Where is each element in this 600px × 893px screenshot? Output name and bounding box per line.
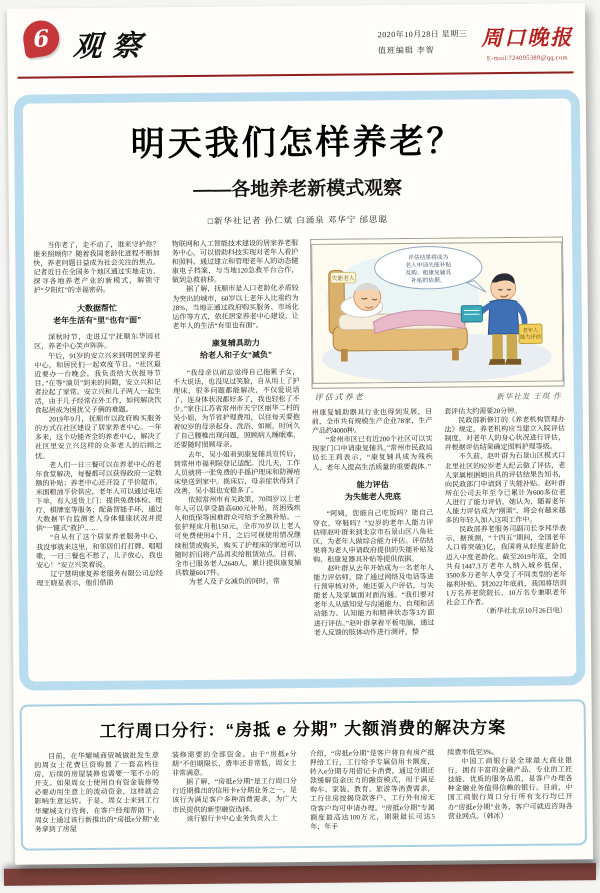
cartoon-caption-title: 评估式养老	[314, 392, 365, 403]
wire-credit: （新华社北京10月26日电）	[482, 606, 567, 616]
paragraph: 据了解，抚顺市是人口老龄化矛盾较为突出的城市，60岁以上老年人比重约为28%，当地正通过政府购买服务、市场化运作等方式，依托居家养老中心建设，让老年人的生活“有里也有面”。	[172, 284, 299, 331]
paragraph: 为老人及子女减负的同时，常	[188, 577, 280, 586]
cartoon-bubble-line4: 补贴的依据。	[411, 277, 446, 285]
column-subhead: 大数据帮忙 老年生活有“里”也有“面”	[53, 303, 142, 326]
cartoon-tag-line2: 能力评估	[519, 334, 542, 341]
cartoon-caption-credit: 新华社发 王琪 作	[496, 391, 562, 401]
bank-column-1	[34, 751, 160, 848]
paragraph: 目前，在华耀城商贸城做批发生意的周女士花费巨资购置了一套高档住房，后续的房屋装修也需要一笔不小的开支。如果周女士使用自有资金装修势必要动用生意上的流动资金，这样就会影响生意运转。于是，周女士来到工行华耀城支行咨询，在客户经理帮助下，周女士通过该行新推出的“房抵e分期”业务拿到了房屋	[34, 751, 160, 834]
cartoon-bubble-line2: 老人申请失能补贴	[405, 262, 452, 269]
bank-article-body	[34, 747, 573, 848]
bank-column-3	[310, 749, 436, 846]
main-article-body	[33, 236, 567, 679]
column-subhead: 康复辅具助力 给老人和子女“减负”	[199, 338, 273, 361]
column-subhead: 能力评估 为失能老人兜底	[344, 479, 401, 502]
paragraph: 续费率低至3%。	[447, 748, 499, 757]
issue-date: 2020年10月28日 星期三	[377, 29, 468, 40]
article-column-2	[172, 239, 303, 678]
paragraph: 中国工商银行是全球最大商业银行，拥有丰富的金融产品、专业的工匠技能、优质的服务品质，是客户办理各种金融业务值得信赖的银行。目前，中国工商银行周口分行所有支行均已开办“房抵e分期”业务，客户可就近咨询各营业网点。（韩冰）	[447, 756, 573, 821]
paragraph: 州康复辅助器具行业也得到发展，目前，全市共有规模生产企业78家，生产产品约4000种。	[311, 407, 433, 436]
main-article-frame	[14, 89, 586, 690]
paragraph: 2019年9月，抚顺市以政府购买服务的方式在社区建设了居家养老中心。一年多来，这个功能齐全的养老中心，解决了社区里安立兴这样的众多老人的后顾之忧。	[34, 414, 162, 461]
paragraph: 午后，91岁的安立兴来到明居家养老中心，和居民们一起欢度节日。“社区最近要办一台晚会，我负责给大伙报导节目。”在等“演员”到来的间隙，安立兴和记者拉起了家常。安立兴和儿子两人一起生活，由于儿子经常在外工作，如何解决饮食起居成为困扰父子俩的难题。	[34, 350, 162, 415]
paragraph: “自从有了这个居家养老服务中心，我没事就来这里，和邻居们打打牌、唱唱歌，一日三餐也不愁了，儿子放心，我也安心！”安立兴笑着说。	[36, 532, 163, 570]
page-bottom-edge	[4, 863, 596, 886]
cartoon-bubble-line3: 及购、租康复辅具	[405, 270, 452, 277]
cartoon-bubble-line1: 评估结果将成为	[408, 254, 449, 262]
editorial-cartoon	[310, 236, 564, 388]
newspaper-page	[7, 3, 593, 865]
article-column-3	[312, 408, 435, 677]
article-column-4	[444, 406, 567, 675]
paragraph: “阿姨，您能自己吃饭吗？能自己穿衣、穿鞋吗？”32岁的老年人能力评估师赵叶群来到北京市石景山区八角社区，为老年人做综合能力评估。评估结果将为老人申请政府提供的失能补贴及购、租康复器具补贴等提供依据。	[312, 509, 434, 564]
main-headline-block	[32, 112, 563, 228]
cartoon-tag-line1: 老年人	[522, 327, 539, 334]
paragraph: 不久前，赵叶群为石景山区模式口北里社区的92岁老人纪云做了评估，老人家属根据她出具的评估结果告知书，向民政部门申请到了失能补贴。赵叶群所在公司去年至今已累计为600多位老人进行了能力评估，她认为，随着老年人能力评估成为“刚需”，将会有越来越多的年轻人加入这项工作中。	[444, 451, 566, 525]
duty-editor: 值班编辑 李智	[377, 45, 435, 56]
bank-article-box	[20, 699, 587, 850]
paragraph: 当你老了，走不动了，谁来守护你？谁来照顾你？随着我国老龄化进程不断加快，养老问题日益成为社会关注的焦点。记者近日在全国多个地区通过实地走访，探寻各地养老产业的新模式，解锁守护“夕阳红”的幸福密码。	[33, 240, 161, 296]
paper-email: E-mail:724095389@qq.com	[486, 54, 568, 63]
paper-logo: 周口晚报	[481, 25, 574, 51]
paragraph: 装修需要的全部资金。由于“房抵e分期”不但期限长，费率还非常低，周女士非常满意。	[171, 750, 297, 778]
bank-article-title: 工行周口分行：“房抵 e 分期” 大额消费的解决方案	[99, 718, 507, 741]
paragraph: 依照常州市有关政策，70周岁以上老年人可以享受最高600元补贴，贫困残疾人和低保等困难群众可给予全额补贴。一张护理床月租150元，全市70岁以上老人可免费使用4个月，之后可视使用情况继续租赁或购买，购买了护理床的家庭可以随时折旧将产品再卖给租赁站点。目前，全市已服务老人2640人，累计提供康复辅具数量6017件。	[174, 495, 302, 577]
paragraph: 深秋时节，走进辽宁抚顺东华园社区，养老中心笑声阵阵。	[34, 332, 161, 351]
main-subtitle: ——各地养老新模式观察	[193, 178, 403, 202]
article-right-area	[310, 236, 567, 676]
paragraph: 物联网和人工智能技术建设的居家养老服务中心，可以借助科技实现对老年人看护和照料，通过建立和管理老年人的动态健康电子档案，与当地120急救平台合作，做到急救前移。	[171, 239, 299, 285]
main-title: 明天我们怎样养老？	[130, 122, 464, 164]
paragraph: 据了解，“房抵e分期”是工行周口分行近期推出的信用卡e分期业务之一，是该行为满足客户多种消费需求，为广大市民提供的新型融资选择。	[172, 777, 298, 814]
paragraph: 辽宁慧明康复养老服务有限公司总经理王晓星表示，他们借助	[36, 569, 163, 588]
cartoon-captions	[312, 388, 565, 405]
page-number: 6	[32, 24, 51, 53]
paragraph: 套评估大约需要20分钟。	[444, 406, 522, 416]
below-cartoon-columns	[312, 406, 568, 676]
article-column-4-text	[444, 406, 566, 607]
date-block	[378, 28, 468, 56]
paragraph: 民政部新修订的《养老机构管理办法》规定，养老机构应当建立入院评估制度，对老年人的身心状况进行评估，并根据评估结果确定照料护理等级。	[444, 415, 566, 452]
section-title: 观察	[72, 30, 153, 64]
paragraph: 民政部养老服务司副司长李邦华表示，据预测，“十四五”期间，全国老年人口将突破3亿，我国将从轻度老龄化迈入中度老龄化。截至2019年底，全国共有1447.3万老年人纳入城乡低保，3500多万老年人享受了不同类型的老年福利补贴。到2022年底前，我国将培训1万名养老院院长、10万名专兼职老年社会工作者。	[445, 524, 567, 607]
paper-logo-block	[481, 21, 573, 62]
page-number-badge	[21, 18, 62, 59]
paragraph: 该行银行卡中心业务负责人士	[186, 813, 278, 823]
cartoon-bed-label: 失能老人	[331, 275, 355, 283]
paragraph: 介绍，“房抵e分期”是客户将自有房产抵押给工行，工行给予专属信用卡额度，转入e分期专用借记卡消费，通过分期还款缓解资金压力的融资模式，用于满足购车、家装、教育、旅游等消费需求，工行住房按揭贷款客户、工行外有房无贷客户均可申请办理。“房抵e分期”专属额度最高达100万元，期限最长可达5年，年手	[309, 748, 435, 831]
paragraph: “常州市区已有近200个社区可以实现家门口申请康复辅具。”常州市民政局局长王莉表示，“康复辅具成为残疾人、老年人提高生活质量的重要载体。”	[312, 435, 433, 472]
byline: □新华社记者 孙仁斌 白涌泉 邓华宁 邰思聪	[207, 214, 389, 226]
bank-column-2	[172, 750, 298, 847]
article-column-1	[33, 240, 164, 679]
cartoon-drawing	[311, 237, 563, 387]
masthead	[17, 13, 574, 78]
paragraph: 赵叶群从去年开始成为一名老年人能力评估师，除了通过网络及电话等进行预审核对外，她还要入户评估，与失能老人及家属面对面沟通。“我们要对老年人从感知觉与沟通能力、自理和活动能力、认知能力和精神状态等3方面进行评估。”赵叶群拿着平板电脑，通过老人反馈的肢体动作进行测评，整	[313, 563, 435, 637]
masthead-right	[378, 21, 574, 63]
paragraph: 去年，吴小姐看到康复辅具宣传后，到常州市福利院登记适配。没几天，工作人员就将一张免费的手摇护理床和防褥疮床垫送到家中。换床后，母亲症状得到了改善，吴小姐也安稳多了。	[173, 449, 301, 496]
bank-column-4	[447, 747, 573, 844]
paragraph: 老人们一日三餐可以在养老中心的老年食堂解决，每餐都可以获得政府一定数额的补贴；养老中心还开设了平价超市，米面粮油平价供应，老年人可以通过电话下单，有人送货上门；提供免费体检、理疗、棋牌室等服务；配备智能手环，通过大数据平台监测老人身体健康状况并提供“一键式”救护……	[35, 459, 163, 533]
paragraph: “我母亲以前总觉得自己拖累子女，不大说话，也没见过笑脸，自从用上了护理床，很多问题都能解决，不仅爱说话了，连身体状况都好多了，我也轻松了不少。”家住江苏省常州市天宁区丽华二村的吴小姐，为节省护理费用，以往每天要抱着92岁的母亲起身、洗浴、如厕，时间久了自己腰椎出现问题，照顾病人睡眠难，还要随时照顾母亲。	[172, 367, 301, 450]
